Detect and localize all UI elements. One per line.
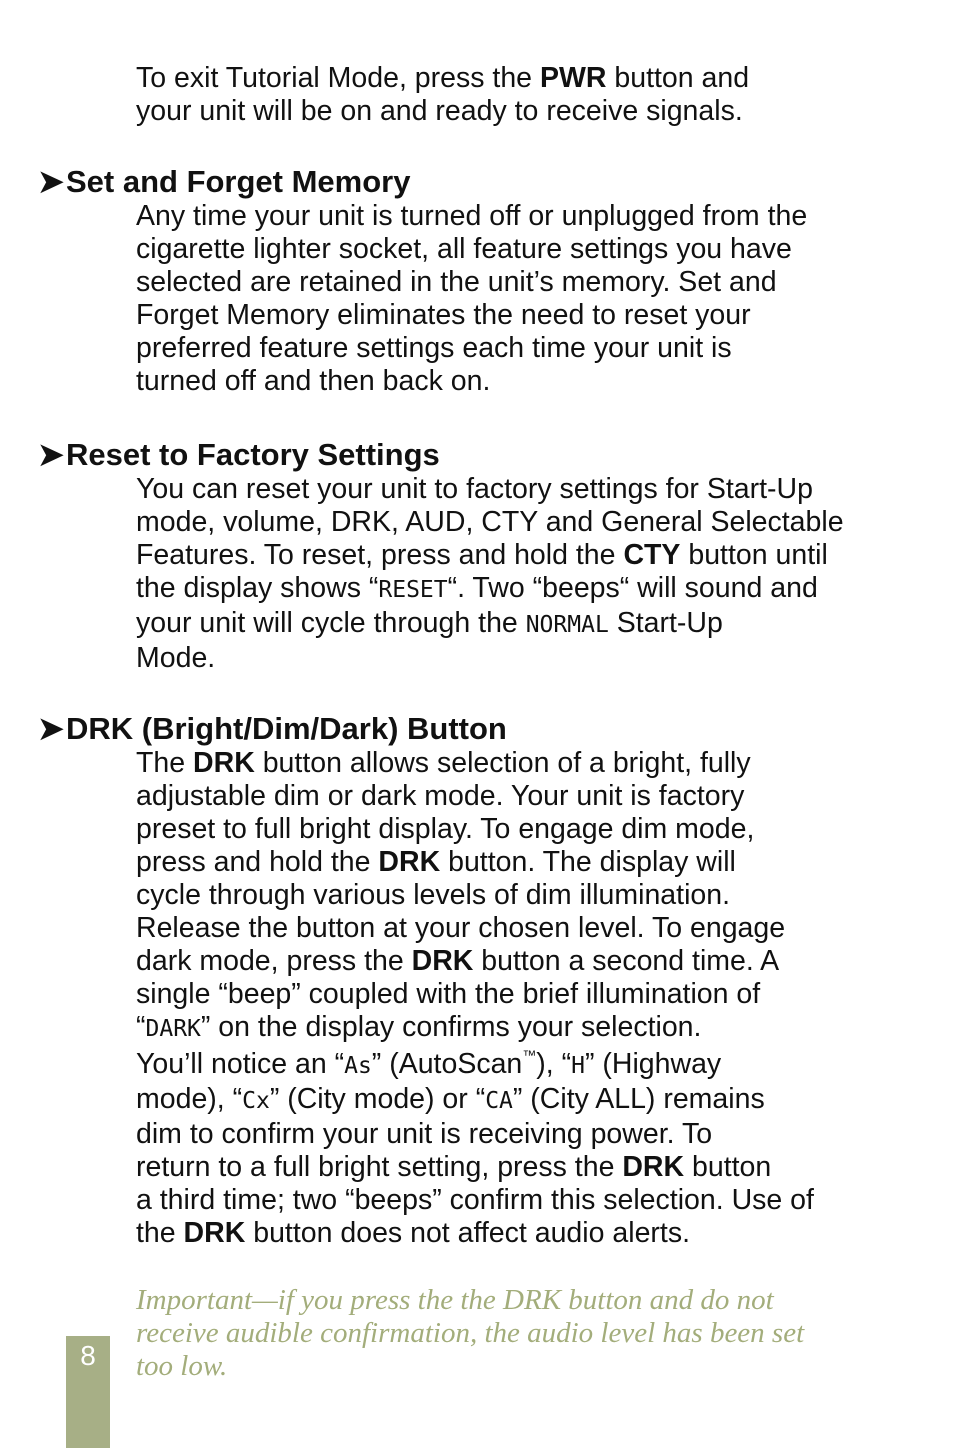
arrow-bullet-icon: ➤ bbox=[38, 164, 64, 199]
heading-set-and-forget-memory: ➤Set and Forget Memory bbox=[38, 164, 411, 199]
lcd-text-as: As bbox=[344, 1053, 372, 1079]
lcd-text-h: H bbox=[571, 1053, 585, 1079]
lcd-text-normal: NORMAL bbox=[525, 612, 609, 638]
drk-paragraph-1: The DRK button allows selection of a bright, fully adjustable dim or dark mode. Your unit is factory preset to full bright display. To engage dim mode, press and hold the DRK button. The display will cycle through various levels of dim illumination. Release the button at your chosen level. To engage dark mode, press the DRK button a second time. A single “beep” coupled with the brief illumination of “DARK” on the display confirms your selection. bbox=[136, 747, 786, 1043]
lcd-text-ca: CA bbox=[485, 1088, 513, 1114]
lcd-text-dark: DARK bbox=[145, 1016, 201, 1042]
arrow-bullet-icon: ➤ bbox=[38, 711, 64, 746]
important-note: Important—if you press the the DRK button and do not receive audible confirmation, the audio level has been set too low. bbox=[136, 1284, 805, 1382]
lcd-text-reset: RESET bbox=[378, 577, 448, 603]
heading-reset-to-factory-settings: ➤Reset to Factory Settings bbox=[38, 437, 440, 472]
drk-paragraph-2: You’ll notice an “As” (AutoScan™), “H” (Highway mode), “Cx” (City mode) or “CA” (City ALL) remains dim to confirm your unit is receiving power. To return to a full bright setting, press the DRK button a third time; two “beeps” confirm this selection. Use of the DRK button does not affect audio alerts. bbox=[136, 1047, 814, 1249]
intro-paragraph: To exit Tutorial Mode, press the PWR button and your unit will be on and ready to receive signals. bbox=[136, 62, 750, 127]
heading-drk-button: ➤DRK (Bright/Dim/Dark) Button bbox=[38, 711, 507, 746]
trademark-symbol: ™ bbox=[522, 1047, 537, 1063]
arrow-bullet-icon: ➤ bbox=[38, 437, 64, 472]
page-number: 8 bbox=[80, 1340, 96, 1371]
set-and-forget-paragraph: Any time your unit is turned off or unplugged from the cigarette lighter socket, all feature settings you have selected are retained in the unit’s memory. Set and Forget Memory eliminates the need to reset your preferred feature settings each time your unit is turned off and then back on. bbox=[136, 200, 808, 397]
reset-paragraph: You can reset your unit to factory settings for Start-Up mode, volume, DRK, AUD, CTY and General Selectable Features. To reset, press and hold the CTY button until the display shows “RESET“. Two “beeps“ will sound and your unit will cycle through the NORMAL Start-Up Mode. bbox=[136, 473, 844, 674]
lcd-text-cx: Cx bbox=[242, 1088, 270, 1114]
page-number-tab bbox=[66, 1336, 110, 1448]
